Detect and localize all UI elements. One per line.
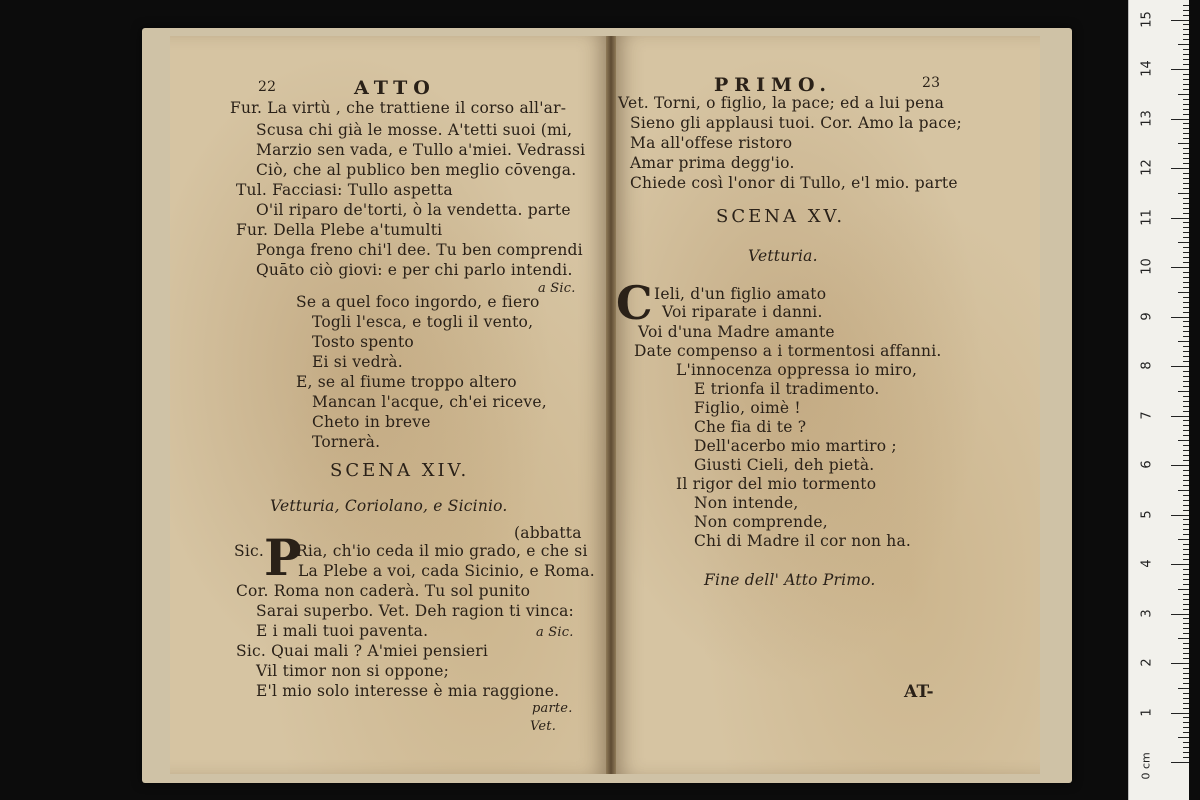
ruler-number: 11: [1139, 208, 1155, 226]
text-line: Sarai superbo. Vet. Deh ragion ti vinca:: [256, 602, 574, 620]
ruler-tick: [1183, 356, 1189, 357]
ruler-tick: [1183, 99, 1189, 100]
ruler-tick: [1171, 515, 1189, 516]
ruler-tick: [1183, 495, 1189, 496]
ruler-tick: [1183, 336, 1189, 337]
ruler-tick: [1183, 138, 1189, 139]
ruler-tick: [1178, 341, 1189, 342]
ruler-tick: [1178, 638, 1189, 639]
ruler-tick: [1178, 490, 1189, 491]
ruler-tick: [1183, 455, 1189, 456]
ruler-tick: [1171, 168, 1189, 169]
ruler-tick: [1183, 604, 1189, 605]
ruler-tick: [1183, 430, 1189, 431]
ruler-tick: [1183, 287, 1189, 288]
ruler-tick: [1183, 331, 1189, 332]
ruler-tick: [1183, 84, 1189, 85]
ruler-tick: [1183, 326, 1189, 327]
text-line: Quāto ciò giovi: e per chi parlo intendi.: [256, 261, 573, 279]
text-line: La Plebe a voi, cada Sicinio, e Roma.: [298, 562, 595, 580]
text-line: E'l mio solo interesse è mia raggione.: [256, 682, 560, 700]
text-line: Sieno gli applausi tuoi. Cor. Amo la pace;: [630, 114, 962, 132]
text-line: Ria, ch'io ceda il mio grado, e che si: [296, 542, 588, 560]
ruler-tick: [1171, 317, 1189, 318]
ruler-tick: [1183, 371, 1189, 372]
ruler-tick: [1183, 678, 1189, 679]
ruler-tick: [1171, 416, 1189, 417]
ruler-number: 8: [1139, 361, 1155, 370]
catchword: Vet.: [530, 719, 557, 734]
ruler-tick: [1171, 267, 1189, 268]
ruler-tick: [1183, 104, 1189, 105]
ruler-tick: [1183, 643, 1189, 644]
ruler-tick: [1183, 386, 1189, 387]
ruler-tick: [1178, 143, 1189, 144]
verse-line: E, se al fiume troppo altero: [296, 373, 517, 391]
ruler-number: 14: [1139, 60, 1155, 77]
ruler-tick: [1183, 173, 1189, 174]
ruler-tick: [1178, 193, 1189, 194]
ruler-tick: [1171, 20, 1189, 21]
ruler-tick: [1171, 663, 1189, 664]
ruler-tick: [1171, 762, 1189, 763]
text-line: Vil timor non si oppone;: [256, 662, 450, 680]
ruler-tick: [1183, 732, 1189, 733]
ruler-tick: [1183, 510, 1189, 511]
ruler-tick: [1183, 599, 1189, 600]
ruler-tick: [1178, 737, 1189, 738]
ruler-tick: [1183, 549, 1189, 550]
ruler-tick: [1183, 158, 1189, 159]
ruler-tick: [1183, 222, 1189, 223]
text-line: Vet. Torni, o figlio, la pace; ed a lui pena: [618, 94, 945, 112]
ruler-tick: [1183, 628, 1189, 629]
book-gutter: [606, 36, 616, 774]
verse-line: Che fia di te ?: [694, 418, 807, 436]
text-line: E i mali tuoi paventa.: [256, 622, 429, 640]
verse-line: Giusti Cieli, deh pietà.: [694, 456, 875, 474]
text-line: Fur. Della Plebe a'tumulti: [236, 221, 443, 239]
ruler-tick: [1183, 163, 1189, 164]
ruler-tick: [1183, 148, 1189, 149]
ruler-tick: [1183, 668, 1189, 669]
character-list: Vetturia.: [748, 247, 818, 265]
ruler-tick: [1183, 574, 1189, 575]
ruler-tick: [1183, 420, 1189, 421]
ruler-tick: [1183, 500, 1189, 501]
ruler-tick: [1183, 480, 1189, 481]
ruler-tick: [1183, 24, 1189, 25]
ruler-tick: [1183, 321, 1189, 322]
verse-line: Chi di Madre il cor non ha.: [694, 532, 912, 550]
stage-direction: a Sic.: [538, 281, 576, 296]
ruler-tick: [1183, 722, 1189, 723]
ruler-tick: [1183, 203, 1189, 204]
ruler-tick: [1183, 10, 1189, 11]
verse-line: Cheto in breve: [312, 413, 431, 431]
verse-line: Voi riparate i danni.: [662, 303, 823, 321]
ruler-tick: [1183, 29, 1189, 30]
ruler-tick: [1183, 708, 1189, 709]
ruler-tick: [1183, 252, 1189, 253]
ruler-tick: [1183, 59, 1189, 60]
ruler-tick: [1183, 747, 1189, 748]
ruler-tick: [1183, 346, 1189, 347]
ruler-tick: [1178, 688, 1189, 689]
text-line: Sic. Quai mali ? A'miei pensieri: [236, 642, 489, 660]
text-line: Cor. Roma non caderà. Tu sol punito: [236, 582, 531, 600]
ruler-tick: [1183, 411, 1189, 412]
ruler-tick: [1183, 282, 1189, 283]
ruler-tick: [1183, 594, 1189, 595]
ruler-tick: [1171, 465, 1189, 466]
ruler-tick: [1183, 623, 1189, 624]
verse-line: Dell'acerbo mio martiro ;: [694, 437, 897, 455]
ruler-tick: [1183, 618, 1189, 619]
ruler-tick: [1178, 539, 1189, 540]
ruler-tick: [1178, 589, 1189, 590]
ruler-tick: [1183, 15, 1189, 16]
verse-line: Tornerà.: [312, 433, 381, 451]
ruler-tick: [1183, 307, 1189, 308]
ruler-tick: [1183, 569, 1189, 570]
verse-line: Non intende,: [694, 494, 799, 512]
ruler-number: 12: [1139, 159, 1155, 176]
measuring-ruler: [1128, 0, 1189, 800]
ruler-tick: [1183, 475, 1189, 476]
ruler-tick: [1178, 440, 1189, 441]
ruler-tick: [1183, 544, 1189, 545]
ruler-tick: [1183, 183, 1189, 184]
ruler-tick: [1183, 658, 1189, 659]
ruler-tick: [1183, 153, 1189, 154]
ruler-tick: [1183, 554, 1189, 555]
ruler-tick: [1183, 178, 1189, 179]
ruler-tick: [1178, 44, 1189, 45]
ruler-tick: [1183, 34, 1189, 35]
ruler-tick: [1183, 401, 1189, 402]
ruler-tick: [1183, 698, 1189, 699]
text-line: Fur. La virtù , che trattiene il corso all'ar-: [230, 99, 567, 117]
ruler-tick: [1183, 445, 1189, 446]
ruler-tick: [1183, 742, 1189, 743]
ruler-tick: [1183, 5, 1189, 6]
ruler-number: 2: [1139, 658, 1155, 667]
ruler-tick: [1183, 237, 1189, 238]
ruler-number: 5: [1139, 509, 1155, 519]
ruler-number: 7: [1139, 410, 1155, 420]
text-line: (abbatta: [514, 524, 582, 542]
text-line: Ponga freno chi'l dee. Tu ben comprendi: [256, 241, 583, 259]
ruler-tick: [1183, 227, 1189, 228]
ruler-tick: [1171, 69, 1189, 70]
verse-line: Il rigor del mio tormento: [676, 475, 877, 493]
ruler-tick: [1183, 703, 1189, 704]
ruler-tick: [1183, 297, 1189, 298]
ruler-tick: [1171, 614, 1189, 615]
character-list: Vetturia, Coriolano, e Sicinio.: [270, 497, 508, 515]
ruler-tick: [1183, 302, 1189, 303]
ruler-tick: [1183, 584, 1189, 585]
ruler-tick: [1183, 524, 1189, 525]
ruler-tick: [1183, 39, 1189, 40]
ruler-tick: [1183, 64, 1189, 65]
scene-heading: SCENA XV.: [716, 206, 846, 227]
stage-direction: parte.: [532, 701, 573, 716]
end-of-act-note: Fine dell' Atto Primo.: [704, 571, 876, 589]
ruler-tick: [1183, 425, 1189, 426]
drop-cap: P: [264, 528, 302, 587]
ruler-tick: [1183, 257, 1189, 258]
ruler-tick: [1183, 460, 1189, 461]
ruler-tick: [1171, 713, 1189, 714]
ruler-tick: [1183, 198, 1189, 199]
ruler-tick: [1171, 218, 1189, 219]
text-line: Ciò, che al publico ben meglio cōvenga.: [256, 161, 577, 179]
ruler-tick: [1183, 559, 1189, 560]
ruler-tick: [1171, 366, 1189, 367]
ruler-tick: [1183, 485, 1189, 486]
ruler-tick: [1183, 470, 1189, 471]
ruler-number: 4: [1139, 559, 1155, 568]
verse-line: Date compenso a i tormentosi affanni.: [634, 342, 942, 360]
speaker-label: Sic.: [234, 542, 264, 560]
ruler-tick: [1171, 564, 1189, 565]
ruler-tick: [1183, 529, 1189, 530]
ruler-tick: [1183, 505, 1189, 506]
ruler-tick: [1183, 213, 1189, 214]
left-page-number: 22: [258, 79, 277, 95]
ruler-number: 10: [1139, 258, 1155, 275]
text-line: Tul. Facciasi: Tullo aspetta: [236, 181, 453, 199]
ruler-tick: [1171, 119, 1189, 120]
ruler-tick: [1178, 391, 1189, 392]
ruler-tick: [1183, 579, 1189, 580]
ruler-tick: [1178, 242, 1189, 243]
verse-line: E trionfa il tradimento.: [694, 380, 880, 398]
ruler-tick: [1183, 396, 1189, 397]
text-line: Ma all'offese ristoro: [630, 134, 793, 152]
ruler-number: 15: [1139, 10, 1155, 28]
ruler-tick: [1183, 277, 1189, 278]
ruler-unit-label: 0 cm: [1139, 752, 1153, 780]
verse-line: Non comprende,: [694, 513, 828, 531]
ruler-number: 1: [1139, 707, 1155, 717]
ruler-tick: [1183, 128, 1189, 129]
ruler-tick: [1183, 247, 1189, 248]
ruler-tick: [1183, 450, 1189, 451]
left-running-head: ATTO: [354, 77, 436, 99]
ruler-tick: [1183, 79, 1189, 80]
ruler-tick: [1183, 54, 1189, 55]
verse-line: Voi d'una Madre amante: [638, 323, 835, 341]
ruler-number: 3: [1139, 608, 1155, 618]
ruler-tick: [1183, 717, 1189, 718]
text-line: O'il riparo de'torti, ò la vendetta. parte: [256, 201, 571, 219]
verse-line: Mancan l'acque, ch'ei riceve,: [312, 393, 547, 411]
ruler-tick: [1183, 232, 1189, 233]
catchword: AT-: [904, 682, 934, 702]
verse-line: L'innocenza oppressa io miro,: [676, 361, 918, 379]
ruler-tick: [1183, 312, 1189, 313]
ruler-tick: [1183, 114, 1189, 115]
ruler-tick: [1183, 262, 1189, 263]
ruler-tick: [1183, 351, 1189, 352]
ruler-tick: [1183, 693, 1189, 694]
verse-line: Figlio, oimè !: [694, 399, 801, 417]
ruler-tick: [1183, 49, 1189, 50]
verse-line: Ieli, d'un figlio amato: [654, 285, 827, 303]
stage-direction: a Sic.: [536, 625, 574, 640]
ruler-tick: [1183, 89, 1189, 90]
ruler-tick: [1183, 648, 1189, 649]
verse-line: Tosto spento: [312, 333, 414, 351]
ruler-number: 9: [1139, 311, 1155, 321]
ruler-tick: [1183, 376, 1189, 377]
verse-line: Togli l'esca, e togli il vento,: [312, 313, 534, 331]
ruler-tick: [1183, 435, 1189, 436]
ruler-tick: [1183, 633, 1189, 634]
ruler-tick: [1183, 757, 1189, 758]
ruler-tick: [1183, 74, 1189, 75]
ruler-tick: [1183, 109, 1189, 110]
ruler-tick: [1183, 381, 1189, 382]
drop-cap: C: [616, 276, 653, 330]
ruler-tick: [1183, 361, 1189, 362]
right-running-head: PRIMO.: [714, 74, 833, 96]
text-line: Marzio sen vada, e Tullo a'miei. Vedrassi: [256, 141, 586, 159]
ruler-tick: [1183, 406, 1189, 407]
ruler-number: 6: [1139, 460, 1155, 469]
ruler-tick: [1183, 208, 1189, 209]
verse-line: Ei si vedrà.: [312, 353, 403, 371]
text-line: Amar prima degg'io.: [630, 154, 795, 172]
ruler-tick: [1183, 519, 1189, 520]
ruler-tick: [1183, 752, 1189, 753]
ruler-number: 13: [1139, 109, 1155, 127]
ruler-tick: [1183, 534, 1189, 535]
ruler-tick: [1183, 133, 1189, 134]
text-line: Scusa chi già le mosse. A'tetti suoi (mi,: [256, 121, 573, 139]
text-line: Chiede così l'onor di Tullo, e'l mio. parte: [630, 174, 958, 192]
verse-line: Se a quel foco ingordo, e fiero: [296, 293, 540, 311]
ruler-tick: [1183, 609, 1189, 610]
right-page-number: 23: [922, 75, 941, 91]
ruler-tick: [1183, 673, 1189, 674]
ruler-tick: [1178, 94, 1189, 95]
ruler-tick: [1183, 123, 1189, 124]
ruler-tick: [1183, 272, 1189, 273]
ruler-tick: [1183, 188, 1189, 189]
ruler-tick: [1183, 727, 1189, 728]
ruler-tick: [1178, 292, 1189, 293]
ruler-tick: [1183, 683, 1189, 684]
ruler-tick: [1183, 653, 1189, 654]
scene-heading: SCENA XIV.: [330, 460, 470, 481]
